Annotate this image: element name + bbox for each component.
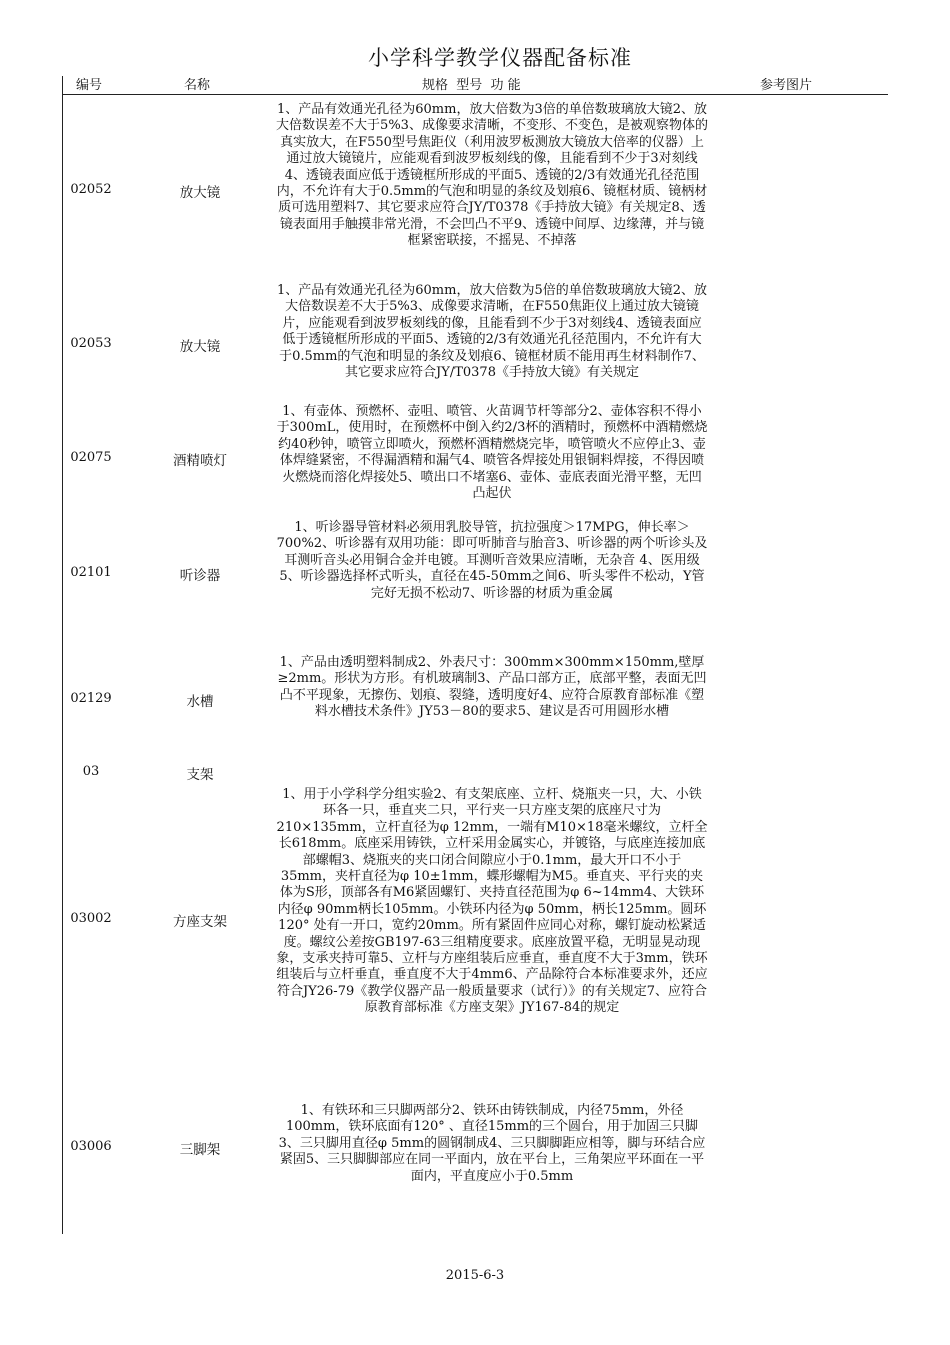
row-code-02101: 02101: [70, 565, 112, 580]
row-code-03006: 03006: [70, 1139, 112, 1154]
header-photo: 参考图片: [760, 78, 813, 93]
header-name: 名称: [184, 78, 211, 93]
header-rule: [62, 94, 888, 95]
row-spec-02101: 1、听诊器导管材料必须用乳胶导管，抗拉强度＞17MPG，伸长率＞700%2、听诊器有双用功能：即可听肺音与胎音3、听诊器的两个听诊头及耳测听音头必用铜合金并电镀。耳测听音效果应清晰，无杂音 4、医用级5、听诊器选择杯式听头，直径在45-50mm之间6、听头零件不松动，Y管完好无损不松动7、听诊器的材质为重金属: [276, 520, 708, 601]
row-code-03: 03: [82, 764, 100, 779]
row-name-02075: 酒精喷灯: [173, 453, 227, 469]
row-code-02052: 02052: [70, 182, 112, 197]
footer-date: 2015-6-3: [445, 1268, 505, 1283]
row-name-02129: 水槽: [186, 694, 214, 710]
header-code: 编号: [76, 78, 103, 93]
row-spec-02052: 1、产品有效通光孔径为60mm，放大倍数为3倍的单倍数玻璃放大镜2、放大倍数误差不大于5%3、成像要求清晰，不变形、不变色，是被观察物体的真实放大，在F550型号焦距仪（利用波罗板测放大镜放大倍率的仪器）上通过放大镜镜片，应能观看到波罗板刻线的像，且能看到不少于3对刻线4、透镜表面应低于透镜框所形成的平面5、透镜的2/3有效通光孔径范围内，不允许有大于0.5mm的气泡和明显的条纹及划痕6、镜框材质、镜柄材质可选用塑料7、其它要求应符合JY/T0378《手持放大镜》有关规定8、透镜表面用手触摸非常光滑，不会凹凸不平9、透镜中间厚、边缘薄，并与镜框紧密联接，不摇晃、不掉落: [276, 102, 708, 249]
row-name-02053: 放大镜: [179, 339, 221, 355]
row-code-02129: 02129: [70, 691, 112, 706]
row-spec-03006: 1、有铁环和三只脚两部分2、铁环由铸铁制成，内径75mm，外径100mm，铁环底面有120° 、直径15mm的三个圆台，用于加固三只脚3、三只脚用直径φ 5mm的圆钢制成4、三只脚脚距应相等，脚与环结合应紧固5、三只脚脚部应在同一平面内，放在平台上，三角架应平环面在一平面内，平直度应小于0.5mm: [278, 1103, 706, 1184]
row-name-03: 支架: [186, 767, 214, 783]
row-spec-02053: 1、产品有效通光孔径为60mm，放大倍数为5倍的单倍数玻璃放大镜2、放大倍数误差不大于5%3、成像要求清晰，在F550焦距仪上通过放大镜镜片，应能观看到波罗板刻线的像，且能看到不少于3对刻线4、透镜表面应低于透镜框所形成的平面5、透镜的2/3有效通光孔径范围内，不允许有大于0.5mm的气泡和明显的条纹及划痕6、镜框材质不能用再生材料制作7、其它要求应符合JY/T0378《手持放大镜》有关规定: [276, 283, 707, 381]
header-spec: 规格 型号 功 能: [422, 78, 521, 93]
row-spec-02129: 1、产品由透明塑料制成2、外表尺寸：300mm×300mm×150mm,壁厚≥2mm。形状为方形。有机玻璃制3、产品口部方正，底部平整，表面无凹凸不平现象，无擦伤、划痕、裂缝，透明度好4、应符合原教育部标准《塑料水槽技术条件》JY53－80的要求5、建议是否可用圆形水槽: [277, 655, 707, 720]
page-title: 小学科学教学仪器配备标准: [368, 46, 632, 70]
row-spec-03002: 1、用于小学科学分组实验2、有支架底座、立杆、烧瓶夹一只，大、小铁环各一只，垂直夹二只，平行夹一只方座支架的底座尺寸为210×135mm，立杆直径为φ 12mm，一端有M10×18毫米螺纹，立杆全长618mm。底座采用铸铁，立杆采用金属实心，并镀铬，与底座连接加底部螺帽3、烧瓶夹的夹口闭合间隙应小于0.1mm，最大开口不小于35mm，夹杆直径为φ 10±1mm，蝶形螺帽为M5。垂直夹、平行夹的夹体为S形，顶部各有M6紧固螺钉、夹持直径范围为φ 6~14mm4、大铁环内径φ 90mm柄长105mm。小铁环内径为φ 50mm，柄长125mm。圆环120° 处有一开口，宽约20mm。所有紧固件应同心对称，螺钉旋动松紧适度。螺纹公差按GB197-63三组精度要求。底座放置平稳，无明显晃动现象，支承夹持可靠5、立杆与方座组装后应垂直，垂直度不大于3mm，铁环组装后与立杆垂直，垂直度不大于4mm6、产品除符合本标准要求外，还应符合JY26-79《教学仪器产品一般质量要求（试行）》的有关规定7、应符合原教育部标准《方座支架》JY167-84的规定: [276, 787, 708, 1016]
row-name-03006: 三脚架: [179, 1142, 221, 1158]
row-code-03002: 03002: [70, 911, 112, 926]
row-name-02052: 放大镜: [179, 185, 221, 201]
row-spec-02075: 1、有壶体、预燃杯、壶咀、喷管、火苗调节杆等部分2、壶体容积不得小于300mL，使用时，在预燃杯中倒入约2/3杯的酒精时，预燃杯中酒精燃烧约40秒钟，喷管立即喷火，预燃杯酒精燃烧完毕，喷管喷火不应停止3、壶体焊缝紧密，不得漏酒精和漏气4、喷管各焊接处用银铜料焊接，不得因喷火燃烧而溶化焊接处5、喷出口不堵塞6、壶体、壶底表面光滑平整，无凹凸起伏: [276, 404, 708, 502]
row-name-03002: 方座支架: [173, 914, 227, 930]
row-name-02101: 听诊器: [179, 568, 221, 584]
row-code-02053: 02053: [70, 336, 112, 351]
row-code-02075: 02075: [70, 450, 112, 465]
left-rule: [62, 76, 63, 1234]
